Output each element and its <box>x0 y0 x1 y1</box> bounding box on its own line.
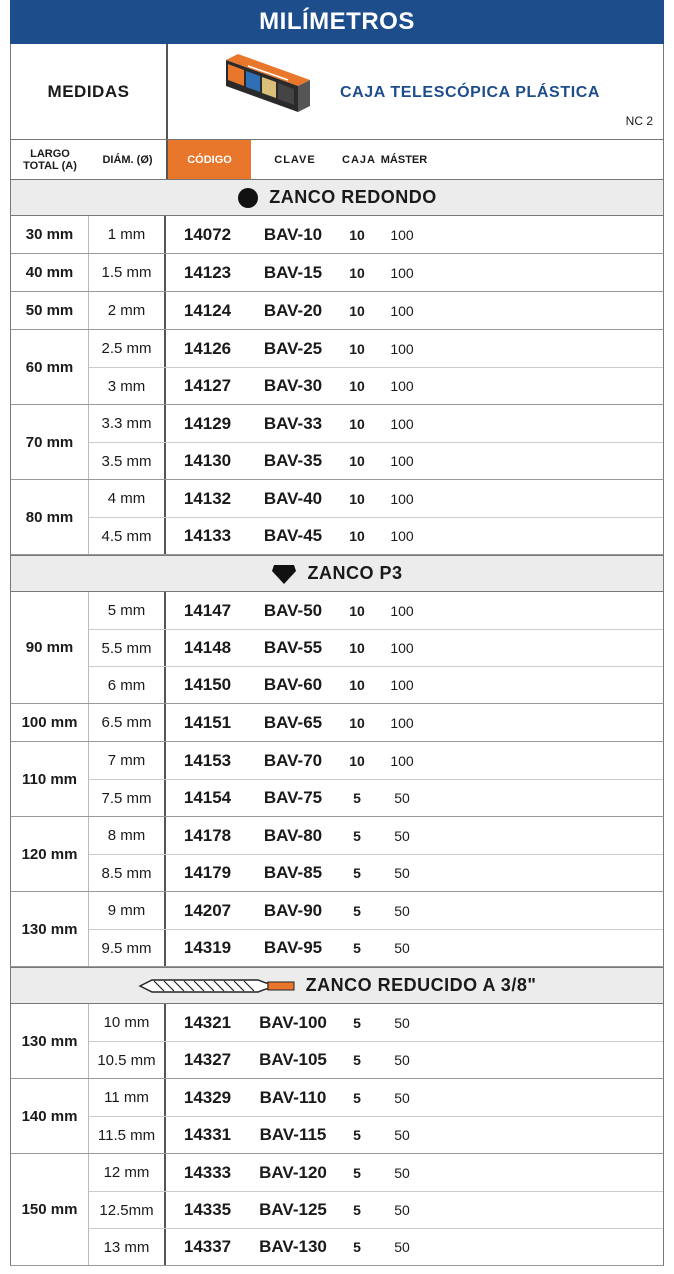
clave-cell: BAV-45 <box>263 526 323 545</box>
table-row <box>89 330 663 367</box>
caja-cell: 10 <box>349 415 365 432</box>
caja-cell: 10 <box>349 528 365 544</box>
circle-icon <box>237 187 259 209</box>
group-rows <box>89 405 663 479</box>
clave-cell: BAV-120 <box>259 1162 327 1182</box>
section-header <box>10 555 664 592</box>
largo-cell: 90 mm <box>11 592 89 703</box>
clave-cell: BAV-125 <box>259 1200 327 1219</box>
table-row <box>89 292 663 329</box>
section-header <box>10 967 664 1004</box>
caja-cell: 5 <box>353 827 361 844</box>
col-largo: LARGO TOTAL (A) <box>23 147 77 172</box>
largo-cell: 50 mm <box>11 292 89 329</box>
master-cell: 50 <box>394 1089 410 1106</box>
codigo-cell: 14154 <box>183 788 232 807</box>
master-cell: 50 <box>394 1052 410 1068</box>
codigo-cell: 14333 <box>183 1162 232 1182</box>
master-cell: 50 <box>394 1202 410 1218</box>
group-rows <box>89 817 663 891</box>
group-rows <box>89 892 663 966</box>
clave-cell: BAV-130 <box>259 1237 327 1256</box>
codigo-cell: 14321 <box>183 1012 232 1032</box>
codigo-cell: 14329 <box>183 1087 232 1107</box>
length-group <box>10 742 664 817</box>
codigo-cell: 14153 <box>183 750 232 770</box>
clave-cell: BAV-30 <box>263 376 323 395</box>
master-cell: 100 <box>390 415 414 432</box>
box-type-title: CAJA TELESCÓPICA PLÁSTICA <box>340 84 601 101</box>
length-group <box>10 330 664 405</box>
clave-cell: BAV-20 <box>263 300 323 320</box>
diam-cell: 3.5 mm <box>89 443 166 479</box>
caja-cell: 10 <box>349 490 365 507</box>
largo-cell: 110 mm <box>11 742 89 816</box>
table-row <box>89 1004 663 1041</box>
section-title: ZANCO P3 <box>307 563 403 583</box>
codigo-cell: 14124 <box>183 300 232 320</box>
largo-cell: 130 mm <box>11 892 89 966</box>
table-row <box>89 892 663 929</box>
caja-cell: 10 <box>349 752 365 769</box>
clave-cell: BAV-115 <box>259 1125 327 1144</box>
clave-cell: BAV-25 <box>263 338 323 358</box>
diam-cell: 12 mm <box>89 1154 166 1191</box>
caja-cell: 10 <box>349 340 365 357</box>
diam-cell: 2.5 mm <box>89 330 166 367</box>
clave-cell: BAV-95 <box>263 938 323 957</box>
master-cell: 50 <box>394 1014 410 1031</box>
diam-cell: 5 mm <box>89 592 166 629</box>
caja-cell: 5 <box>353 1089 361 1106</box>
column-headers <box>10 139 664 179</box>
caja-cell: 5 <box>353 940 361 956</box>
caja-cell: 10 <box>349 602 365 619</box>
caja-cell: 10 <box>349 640 365 656</box>
clave-cell: BAV-110 <box>259 1087 327 1107</box>
table-row <box>89 704 663 741</box>
col-diam: DIÁM. (Ø) <box>89 140 168 179</box>
length-group <box>10 405 664 480</box>
clave-cell: BAV-33 <box>263 413 323 433</box>
group-rows <box>89 330 663 404</box>
largo-cell: 150 mm <box>11 1154 89 1265</box>
table-row <box>89 367 663 404</box>
diam-cell: 4 mm <box>89 480 166 517</box>
table-row <box>89 629 663 666</box>
drill-bit-icon <box>138 977 296 995</box>
largo-cell: 140 mm <box>11 1079 89 1153</box>
clave-cell: BAV-80 <box>263 825 323 845</box>
table-row <box>89 817 663 854</box>
medidas-label: MEDIDAS <box>11 44 168 139</box>
table-row <box>89 442 663 479</box>
codigo-cell: 14129 <box>183 413 232 433</box>
diam-cell: 7.5 mm <box>89 780 166 816</box>
diam-cell: 6.5 mm <box>89 704 166 741</box>
codigo-cell: 14133 <box>183 526 232 545</box>
col-codigo: CÓDIGO <box>168 140 251 179</box>
largo-cell: 30 mm <box>11 216 89 253</box>
master-cell: 50 <box>394 790 410 806</box>
diam-cell: 12.5mm <box>89 1192 166 1228</box>
caja-cell: 5 <box>353 1127 361 1143</box>
caja-cell: 5 <box>353 790 361 806</box>
caja-cell: 10 <box>349 453 365 469</box>
table-row <box>89 254 663 291</box>
diam-cell: 10 mm <box>89 1004 166 1041</box>
section-title: ZANCO REDONDO <box>269 187 437 207</box>
master-cell: 100 <box>390 602 414 619</box>
table-row <box>89 929 663 966</box>
diam-cell: 9 mm <box>89 892 166 929</box>
diam-cell: 1 mm <box>89 216 166 253</box>
clave-cell: BAV-85 <box>263 863 323 882</box>
table-row <box>89 592 663 629</box>
diam-cell: 9.5 mm <box>89 930 166 966</box>
largo-cell: 130 mm <box>11 1004 89 1078</box>
caja-cell: 10 <box>349 714 365 731</box>
largo-cell: 60 mm <box>11 330 89 404</box>
diam-cell: 3.3 mm <box>89 405 166 442</box>
caja-cell: 5 <box>353 1052 361 1068</box>
diam-cell: 6 mm <box>89 667 166 703</box>
clave-cell: BAV-15 <box>263 262 323 282</box>
length-group <box>10 480 664 555</box>
master-cell: 50 <box>394 827 410 844</box>
length-group <box>10 1079 664 1154</box>
clave-cell: BAV-40 <box>263 488 323 508</box>
caja-cell: 5 <box>353 902 361 919</box>
master-cell: 100 <box>390 640 414 656</box>
length-group <box>10 892 664 967</box>
codigo-cell: 14130 <box>183 451 232 470</box>
clave-cell: BAV-55 <box>263 638 323 657</box>
master-cell: 100 <box>390 302 414 319</box>
group-rows <box>89 1004 663 1078</box>
length-group <box>10 1004 664 1079</box>
section-title: ZANCO REDUCIDO A 3/8" <box>305 975 537 995</box>
master-cell: 100 <box>390 528 414 544</box>
table-row <box>89 779 663 816</box>
diam-cell: 7 mm <box>89 742 166 779</box>
table-row <box>89 742 663 779</box>
group-rows <box>89 1079 663 1153</box>
table-row <box>89 216 663 253</box>
diam-cell: 11.5 mm <box>89 1117 166 1153</box>
codigo-cell: 14337 <box>183 1237 232 1256</box>
table-header <box>10 44 664 139</box>
master-cell: 100 <box>390 490 414 507</box>
diam-cell: 2 mm <box>89 292 166 329</box>
length-group <box>10 704 664 742</box>
clave-cell: BAV-65 <box>263 712 323 732</box>
master-cell: 50 <box>394 1239 410 1255</box>
master-cell: 100 <box>390 378 414 394</box>
master-cell: 100 <box>390 340 414 357</box>
clave-cell: BAV-105 <box>259 1050 327 1069</box>
group-rows <box>89 704 663 741</box>
group-rows <box>89 254 663 291</box>
largo-cell: 100 mm <box>11 704 89 741</box>
length-group <box>10 292 664 330</box>
group-rows <box>89 592 663 703</box>
length-group <box>10 592 664 704</box>
diam-cell: 5.5 mm <box>89 630 166 666</box>
master-cell: 50 <box>394 902 410 919</box>
master-cell: 50 <box>394 865 410 881</box>
codigo-cell: 14072 <box>183 224 232 244</box>
diam-cell: 10.5 mm <box>89 1042 166 1078</box>
table-row <box>89 405 663 442</box>
length-group <box>10 817 664 892</box>
table-row <box>89 517 663 554</box>
clave-cell: BAV-75 <box>263 788 323 807</box>
codigo-cell: 14147 <box>183 600 232 620</box>
codigo-cell: 14327 <box>183 1050 232 1069</box>
table-row <box>89 1154 663 1191</box>
caja-cell: 5 <box>353 1239 361 1255</box>
table-row <box>89 1041 663 1078</box>
master-cell: 100 <box>390 264 414 281</box>
diam-cell: 13 mm <box>89 1229 166 1265</box>
diam-cell: 4.5 mm <box>89 518 166 554</box>
clave-cell: BAV-90 <box>263 900 323 920</box>
master-cell: 50 <box>394 940 410 956</box>
codigo-cell: 14123 <box>183 262 232 282</box>
caja-cell: 5 <box>353 1164 361 1181</box>
largo-cell: 70 mm <box>11 405 89 479</box>
caja-cell: 10 <box>349 378 365 394</box>
table-row <box>89 666 663 703</box>
table-row <box>89 1079 663 1116</box>
largo-cell: 40 mm <box>11 254 89 291</box>
nc-label: NC 2 <box>625 114 653 128</box>
codigo-cell: 14148 <box>183 638 232 657</box>
col-master: MÁSTER <box>380 153 428 166</box>
master-cell: 100 <box>390 453 414 469</box>
group-rows <box>89 742 663 816</box>
page-title: MILÍMETROS <box>10 0 664 44</box>
table-row <box>89 854 663 891</box>
codigo-cell: 14335 <box>183 1200 232 1219</box>
codigo-cell: 14319 <box>183 938 232 957</box>
length-group <box>10 1154 664 1266</box>
largo-cell: 80 mm <box>11 480 89 554</box>
diam-cell: 8 mm <box>89 817 166 854</box>
col-caja: CAJA <box>342 153 376 166</box>
telescopic-box-image <box>218 52 314 116</box>
length-group <box>10 254 664 292</box>
diam-cell: 1.5 mm <box>89 254 166 291</box>
caja-cell: 5 <box>353 1202 361 1218</box>
col-clave: CLAVE <box>274 153 316 166</box>
master-cell: 100 <box>390 714 414 731</box>
clave-cell: BAV-60 <box>263 675 323 694</box>
diam-cell: 11 mm <box>89 1079 166 1116</box>
group-rows <box>89 292 663 329</box>
master-cell: 100 <box>390 226 414 243</box>
codigo-cell: 14207 <box>183 900 232 920</box>
codigo-cell: 14150 <box>183 675 232 694</box>
table-row <box>89 480 663 517</box>
diam-cell: 8.5 mm <box>89 855 166 891</box>
group-rows <box>89 216 663 253</box>
caja-cell: 10 <box>349 302 365 319</box>
largo-cell: 120 mm <box>11 817 89 891</box>
shield-shape-icon <box>271 563 297 585</box>
table-body <box>10 179 664 1266</box>
codigo-cell: 14132 <box>183 488 232 508</box>
clave-cell: BAV-50 <box>263 600 323 620</box>
group-rows <box>89 1154 663 1265</box>
table-row <box>89 1116 663 1153</box>
caja-cell: 10 <box>349 677 365 693</box>
master-cell: 50 <box>394 1127 410 1143</box>
codigo-cell: 14179 <box>183 863 232 882</box>
section-header <box>10 179 664 216</box>
caja-cell: 10 <box>349 226 365 243</box>
caja-cell: 10 <box>349 264 365 281</box>
master-cell: 100 <box>390 752 414 769</box>
master-cell: 50 <box>394 1164 410 1181</box>
table-row <box>89 1191 663 1228</box>
product-box-cell <box>168 44 663 139</box>
caja-cell: 5 <box>353 1014 361 1031</box>
group-rows <box>89 480 663 554</box>
codigo-cell: 14178 <box>183 825 232 845</box>
codigo-cell: 14127 <box>183 376 232 395</box>
clave-cell: BAV-35 <box>263 451 323 470</box>
clave-cell: BAV-70 <box>263 750 323 770</box>
master-cell: 100 <box>390 677 414 693</box>
spec-table <box>10 0 664 1266</box>
caja-cell: 5 <box>353 865 361 881</box>
length-group <box>10 216 664 254</box>
codigo-cell: 14151 <box>183 712 232 732</box>
clave-cell: BAV-10 <box>263 224 323 244</box>
clave-cell: BAV-100 <box>259 1012 327 1032</box>
codigo-cell: 14126 <box>183 338 232 358</box>
table-row <box>89 1228 663 1265</box>
diam-cell: 3 mm <box>89 368 166 404</box>
codigo-cell: 14331 <box>183 1125 232 1144</box>
